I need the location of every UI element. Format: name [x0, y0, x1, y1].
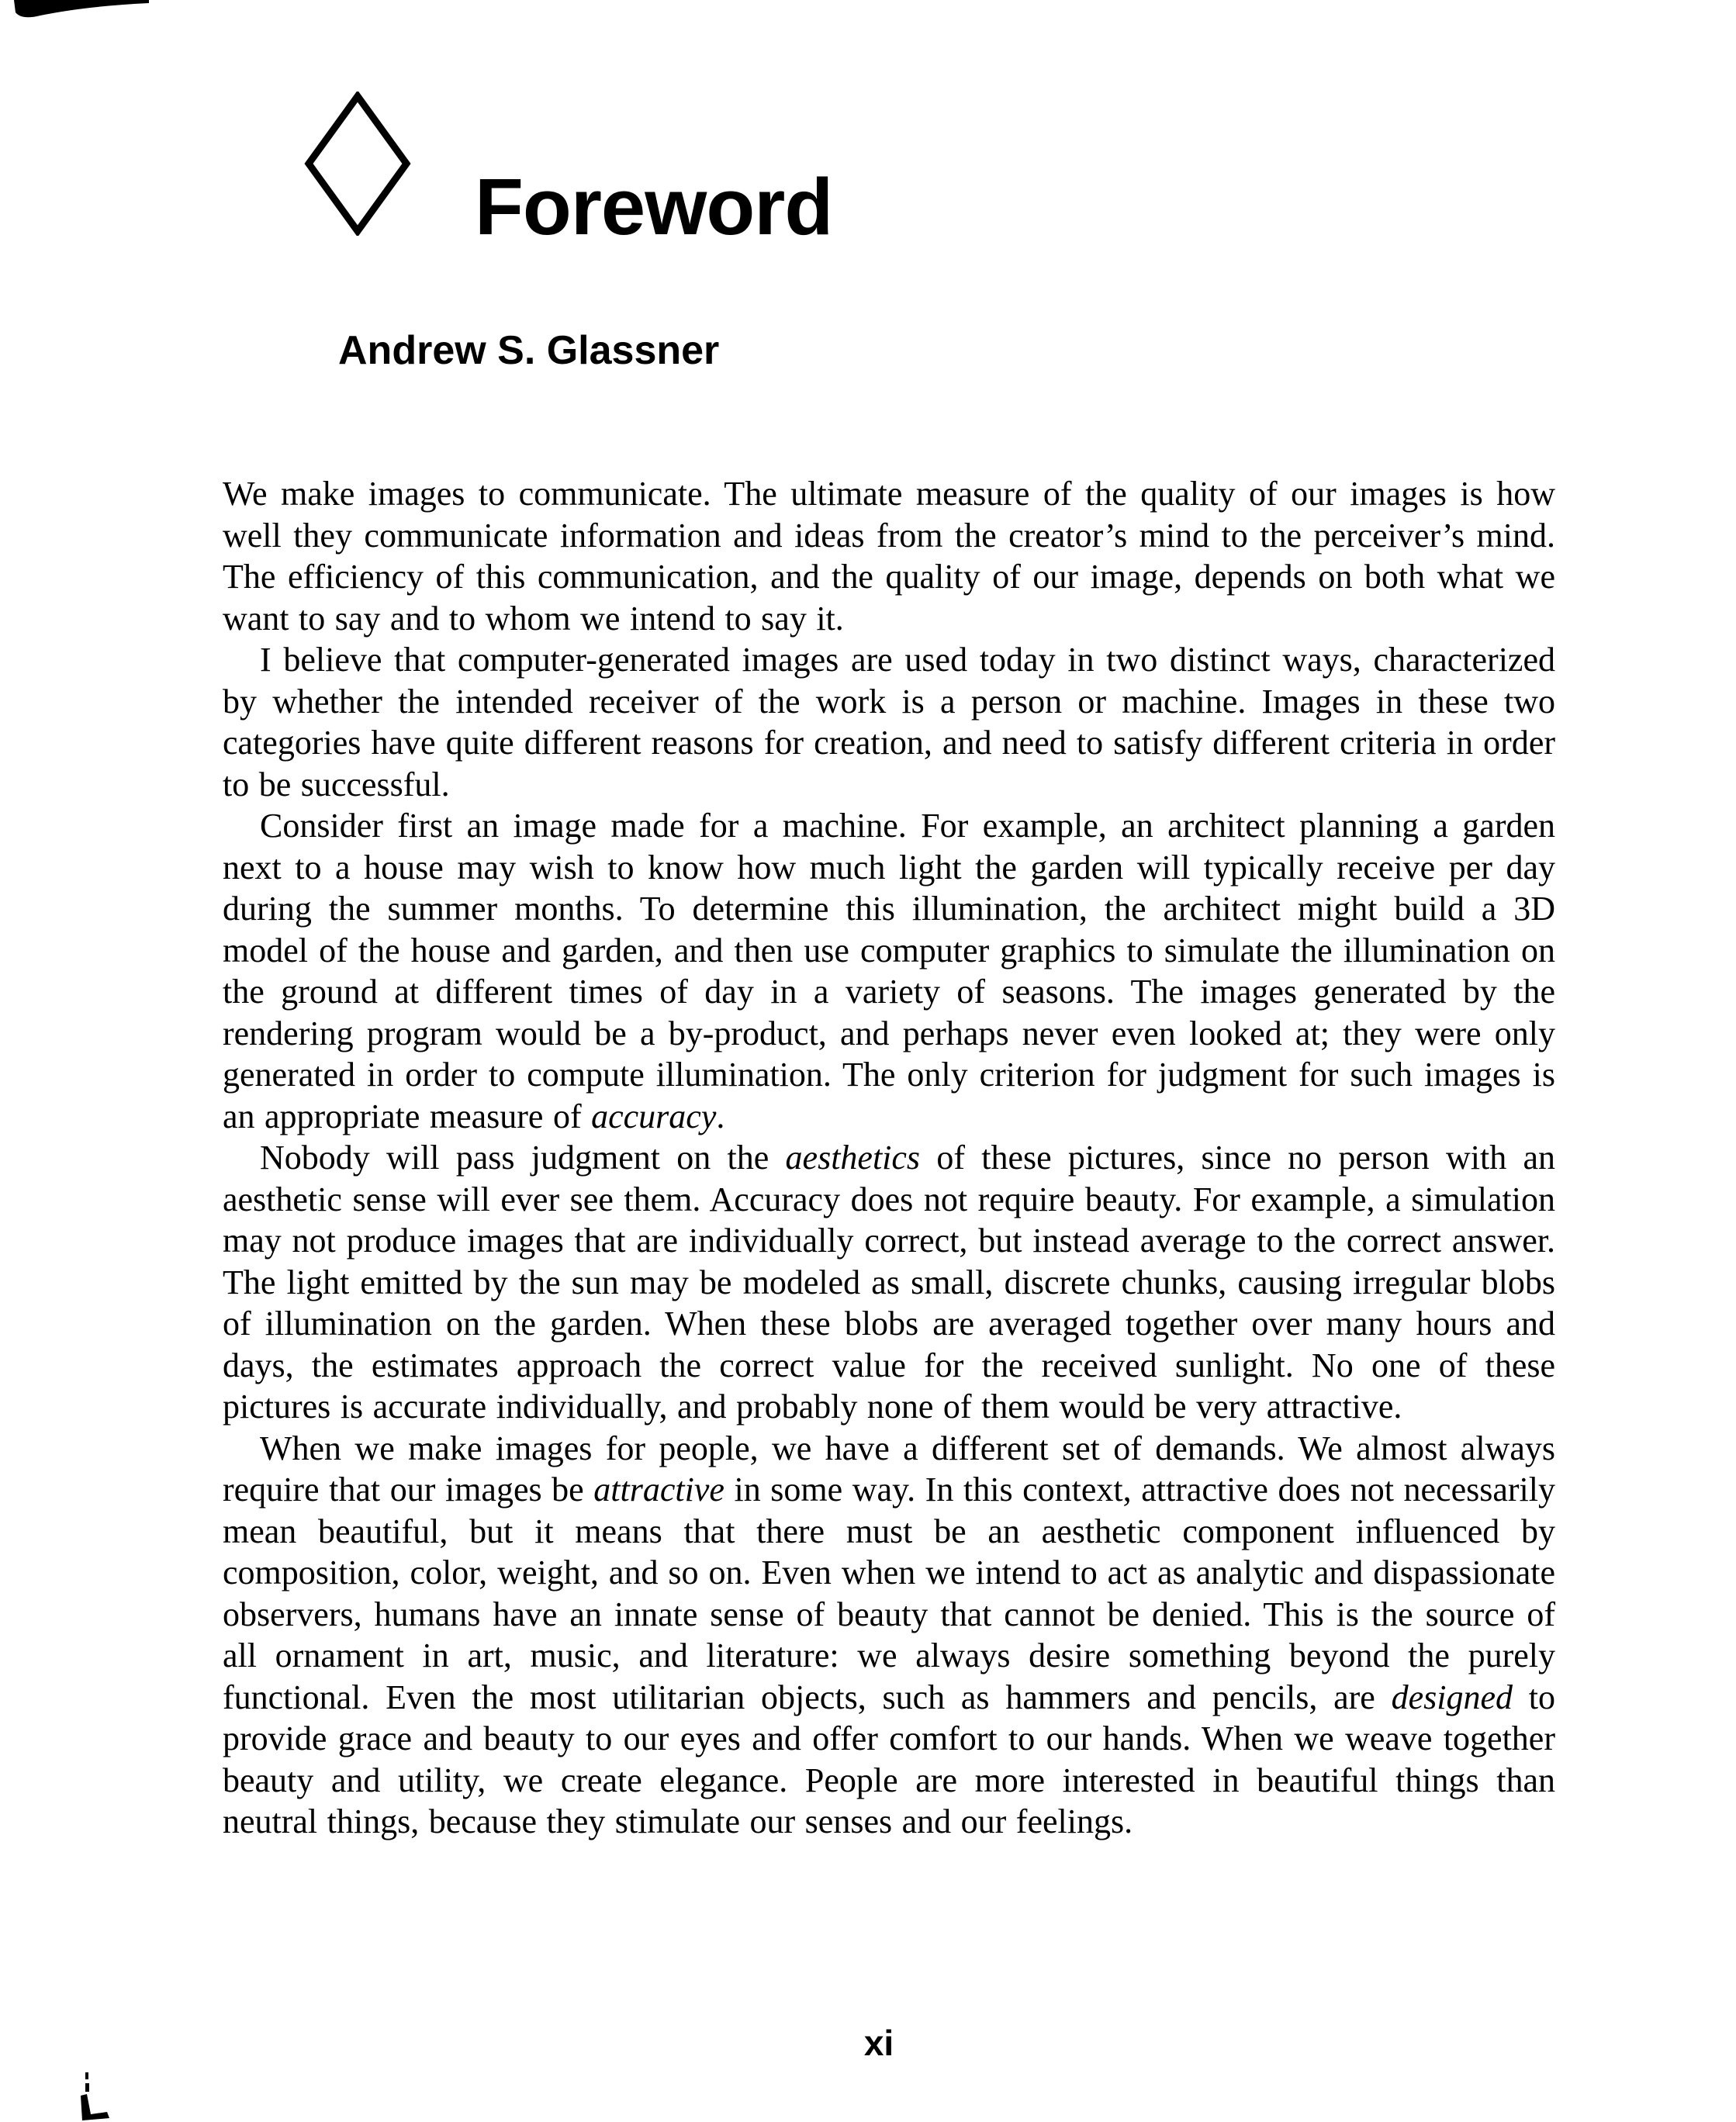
- text-segment: in some way. In this context, attractive does not necessarily mean beautiful, but it means that there must be an aesthetic component influenced by composition, color, weight, and so on. Even when we intend to act as analytic and dispassionate observers, humans have an innate sense of beauty that cannot be denied. This is the source of all ornament in art, music, and literature: we always desire something beyond the purely functional. Even the most utilitarian objects, such as hammers and pencils, are: [223, 1471, 1555, 1716]
- diamond-icon: [301, 92, 414, 236]
- paragraph: [223, 805, 1555, 1137]
- text-segment: Consider first an image made for a machine. For example, an architect planning a garden next to a house may wish to know how much light the garden will typically receive per day during the summer months. To determine this illumination, the architect might build a 3D model of the house and garden, and then use computer graphics to simulate the illumination on the ground at different times of day in a variety of seasons. The images generated by the rendering program would be a by-product, and perhaps never even looked at; they were only generated in order to compute illumination. The only criterion for judgment for such images is an appropriate measure of: [223, 807, 1555, 1135]
- emphasized-text: designed: [1391, 1678, 1513, 1716]
- emphasized-text: accuracy: [591, 1097, 717, 1135]
- paragraph: [223, 1137, 1555, 1428]
- text-segment: .: [716, 1097, 725, 1135]
- emphasized-text: attractive: [593, 1471, 724, 1509]
- emphasized-text: aesthetics: [785, 1139, 921, 1177]
- scan-artifact-top-left-icon: [0, 0, 155, 25]
- text-segment: Nobody will pass judgment on the: [260, 1139, 786, 1177]
- author-name: Andrew S. Glassner: [338, 328, 720, 373]
- paragraph: [223, 1428, 1555, 1843]
- text-segment: to provide grace and beauty to our eyes and offer comfort to our hands. When we weave together beauty and utility, we create elegance. People are more interested in beautiful things than neutral things, because they stimulate our senses and our feelings.: [223, 1678, 1556, 1840]
- paragraph: [223, 473, 1555, 639]
- text-segment: When we make images for people, we have a different set of demands. We almost always require that our images be: [223, 1429, 1555, 1509]
- text-segment: We make images to communicate. The ultimate measure of the quality of our images is how well they communicate information and ideas from the creator’s mind to the perceiver’s mind. The efficiency of this communication, and the quality of our image, depends on both what we want to say and to whom we intend to say it.: [223, 475, 1555, 638]
- page-number: xi: [863, 2023, 894, 2063]
- scan-artifact-bottom-left-icon: [0, 2063, 124, 2122]
- paragraph: [223, 639, 1555, 805]
- text-segment: of these pictures, since no person with an aesthetic sense will ever see them. Accuracy does not require beauty. For example, a simulation may not produce images that are individually correct, but instead average to the correct answer. The light emitted by the sun may be modeled as small, discrete chunks, causing irregular blobs of illumination on the garden. When these blobs are averaged together over many hours and days, the estimates approach the correct value for the received sunlight. No one of these pictures is accurate individually, and probably none of them would be very attractive.: [223, 1139, 1555, 1426]
- body-text: [223, 473, 1555, 1843]
- page-title: Foreword: [475, 162, 833, 251]
- text-segment: I believe that computer-generated images are used today in two distinct ways, characterized by whether the intended receiver of the work is a person or machine. Images in these two categories have quite different reasons for creation, and need to satisfy different criteria in order to be successful.: [223, 641, 1555, 804]
